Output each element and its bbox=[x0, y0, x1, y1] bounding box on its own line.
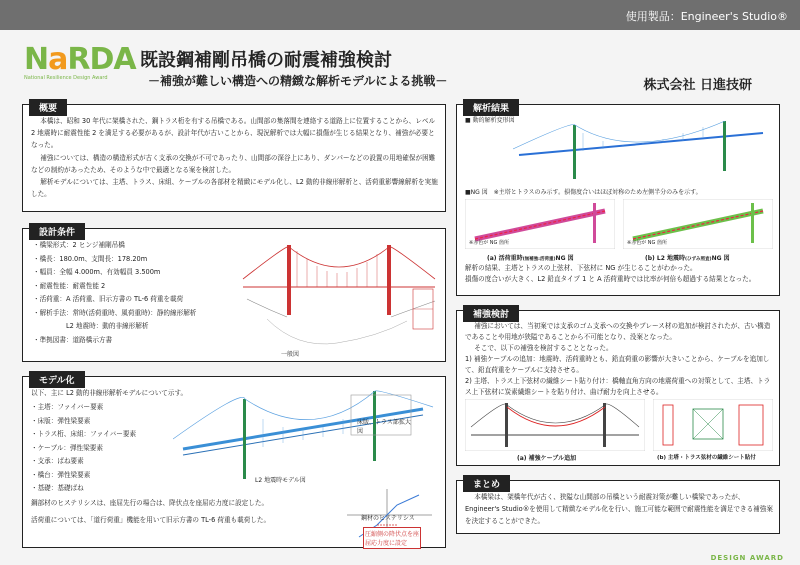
hysteresis-label: 鋼材のヒステリシス bbox=[361, 515, 415, 522]
summary-text: 本橋梁は、架橋年代が古く、狭隘な山間部の吊橋という耐震対策が難しい橋梁であったが、Engineer's Studio®を使用して精緻なモデル化を行い、施工可能な範囲で耐震性能を満足できる補強案を決定することができた。 bbox=[465, 493, 773, 525]
reinforce-caption-a: (a) 補強ケーブル追加 bbox=[517, 455, 577, 462]
l2-model-figure bbox=[173, 389, 443, 493]
design-item: ・活荷重：A 活荷重、旧示方書の TL-6 荷重を載荷 bbox=[33, 295, 184, 303]
reinforce-para-1: 補強においては、当初案では支承のゴム支承への交換やブレース材の追加が検討されたが、古い構造であることや用地が狭隘であることから不可能となり、没案となった。 bbox=[465, 322, 771, 341]
reinforce-para-2: そこで、以下の補強を検討することとなった。 bbox=[474, 344, 613, 352]
page-subtitle: －補強が難しい構造への精緻な解析モデルによる挑戦－ bbox=[148, 74, 448, 88]
l2-model-label: L2 地震時モデル図 bbox=[255, 477, 306, 484]
deformation-figure bbox=[513, 121, 773, 183]
design-heading: 設計条件 bbox=[29, 223, 85, 240]
reinforce-caption-b: (b) 主塔・トラス弦材の繊維シート貼付 bbox=[657, 455, 756, 461]
overview-para-3: 解析モデルについては、主塔、トラス、床組、ケーブルの各部材を精緻にモデル化し、L2 動的非線形解析と、活荷重影響線解析を実施した。 bbox=[31, 178, 438, 199]
model-item: ・トラス桁、床組：ファイバー要素 bbox=[31, 430, 137, 438]
ng-caption-a: (a) 活荷重時(無補強:活荷重)NG 図 bbox=[487, 255, 574, 262]
overview-panel bbox=[22, 104, 446, 212]
model-item: ・床版：弾性梁要素 bbox=[31, 416, 91, 425]
ng-note: ■NG 図 ※主塔とトラスのみ示す。損傷度合いはほぼ対称のため左側半分のみを示す。 bbox=[465, 189, 702, 196]
results-heading: 解析結果 bbox=[463, 99, 519, 116]
summary-panel bbox=[456, 480, 780, 534]
design-item: ・橋梁形式：2 ヒンジ補剛吊橋 bbox=[33, 241, 125, 249]
product-label: 使用製品：Engineer's Studio® bbox=[625, 10, 788, 23]
buckling-note: 圧縮側の降伏点を座屈応力度に設定 bbox=[363, 527, 421, 549]
deform-label: ■ 動的解析変形図 bbox=[465, 117, 515, 124]
results-panel bbox=[456, 104, 780, 296]
ng-legend-b: ※赤色が NG 箇所 bbox=[627, 240, 667, 246]
reinforce-para-3: 1) 補強ケーブルの追加：地震時、活荷重時とも、鉛直荷重の影響が大きいことから、ケーブルを追加して、鉛直荷重をケーブルに支持させる。 bbox=[465, 355, 770, 374]
model-item: ・橋台：弾性梁要素 bbox=[31, 470, 91, 479]
results-text-2: 損傷の度合いが大きく、L2 鉛直タイプ 1 と A 活荷重時では比率が何倍も超過する結果となった。 bbox=[465, 275, 756, 283]
design-item: ・準拠図書：道路橋示方書 bbox=[33, 335, 113, 344]
design-item: ・幅員：全幅 4.000m、有効幅員 3.500m bbox=[33, 268, 161, 276]
overview-para-1: 本橋は、昭和 30 年代に架橋された、鋼トラス桁を有する吊橋である。山間部の集落間を連絡する道路上に位置することから、レベル 2 地震時に耐震性能 2 を満足する必要があるが、設計年代が古いことから、現況解析では大幅に損傷が生じる結果となり、補強が必要となった。 bbox=[31, 117, 436, 150]
model-item: ・支承：ばね要素 bbox=[31, 457, 84, 465]
summary-heading: まとめ bbox=[463, 475, 510, 492]
top-bar bbox=[0, 0, 800, 30]
ng-legend-a: ※赤色が NG 箇所 bbox=[469, 240, 509, 246]
general-drawing-caption: 一般図 bbox=[281, 351, 300, 358]
design-item: ・解析手法：常時(活荷重時、風荷重時)：静的線形解析 bbox=[33, 308, 197, 317]
logo-subtitle: National Resilience Design Award bbox=[24, 75, 108, 81]
page-title: 既設鋼補剛吊橋の耐震補強検討 bbox=[140, 50, 392, 71]
design-award-label: DESIGN AWARD bbox=[710, 554, 784, 562]
reinforce-panel bbox=[456, 310, 780, 466]
overview-heading: 概要 bbox=[29, 99, 67, 116]
model-heading: モデル化 bbox=[29, 371, 85, 388]
logo-word: NaRDA bbox=[24, 42, 136, 77]
design-item: ・橋長：180.0m、支間長：178.20m bbox=[33, 254, 148, 263]
reinforce-heading: 補強検討 bbox=[463, 305, 519, 322]
model-item: ・主塔：ファイバー要素 bbox=[31, 403, 104, 411]
overview-para-2: 補強については、構造の構造形式が古く支承の交換が不可であったり、山間部の深谷上にあり、ダンパーなどの設置の用地確保が困難などの制約があったため、そのような中で最適となる案を検討した。 bbox=[31, 153, 436, 174]
model-para-1: 鋼部材のヒステリシスは、座屈先行の場合は、降伏点を座屈応力度に設定した。 bbox=[31, 499, 269, 507]
general-drawing-figure bbox=[237, 239, 441, 349]
company-name: 株式会社 日進技研 bbox=[643, 78, 752, 93]
reinforce-figure-b bbox=[653, 399, 773, 451]
model-item: ・基礎：基礎ばね bbox=[31, 484, 84, 492]
results-text-1: 解析の結果、主塔とトラスの上弦材、下弦材に NG が生じることがわかった。 bbox=[465, 264, 697, 272]
floor-truss-label: 床版、トラス部拡大図 bbox=[357, 419, 411, 435]
design-item: ・耐震性能：耐震性能 2 bbox=[33, 281, 106, 290]
design-item: L2 地震時：動的非線形解析 bbox=[33, 322, 149, 330]
reinforce-figure-a bbox=[465, 399, 645, 451]
model-para-2: 活荷重については、「道行荷重」機能を用いて旧示方書の TL-6 荷重も載荷した。 bbox=[31, 516, 271, 525]
narda-logo bbox=[24, 42, 136, 81]
model-intro: 以下、主に L2 動的非線形解析モデルについて示す。 bbox=[31, 389, 188, 397]
model-panel bbox=[22, 376, 446, 548]
reinforce-para-4: 2) 主塔、トラス上下弦材の繊維シート貼り付け：橋軸直角方向の地震荷重への対策として、主塔、トラス上下弦材に炭素繊維シートを貼り付け、曲げ耐力を向上させる。 bbox=[465, 377, 771, 396]
design-panel bbox=[22, 228, 446, 362]
ng-caption-b: (b) L2 地震時(ひずみ照査)NG 図 bbox=[645, 255, 730, 262]
model-item: ・ケーブル：弾性梁要素 bbox=[31, 443, 103, 452]
